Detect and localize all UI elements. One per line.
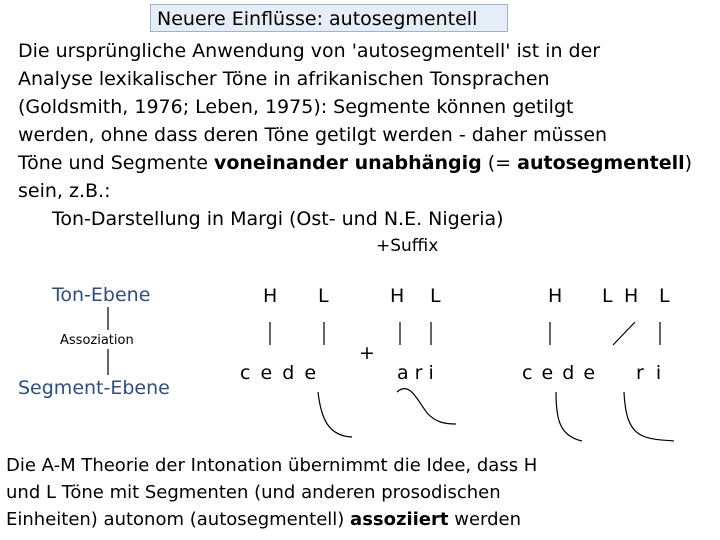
paragraph-line: Analyse lexikalischer Töne in afrikanischen Tonsprachen (18, 68, 550, 90)
bold-term: assoziiert (350, 509, 449, 530)
tone-l: L (659, 285, 670, 307)
example-caption: Ton-Darstellung in Margi (Ost- und N.E. Nigeria) (52, 208, 504, 230)
association-label: Assoziation (60, 333, 134, 348)
association-line (613, 322, 635, 345)
tone-h: H (624, 285, 639, 307)
text-run: (= (481, 152, 518, 174)
tone-l: L (602, 285, 613, 307)
underline-curve (556, 392, 582, 441)
segment-string: c e d e (522, 362, 596, 384)
segment-string: r i (636, 362, 662, 384)
plus-sign: + (359, 342, 375, 364)
paragraph-line: werden, ohne dass deren Töne getilgt werden - daher müssen (18, 124, 608, 146)
segment-string: a r i (397, 362, 434, 384)
tone-l: L (318, 285, 329, 307)
conclusion-line: und L Töne mit Segmenten (und anderen prosodischen (6, 482, 501, 503)
tone-h: H (263, 285, 278, 307)
bold-term: autosegmentell (517, 152, 685, 174)
suffix-label: +Suffix (376, 236, 439, 256)
text-run: ) (684, 152, 693, 174)
text-run: werden (448, 509, 522, 530)
underline-curve (318, 392, 352, 437)
text-run: Töne und Segmente (18, 152, 214, 174)
segment-tier-label: Segment-Ebene (18, 377, 170, 399)
underline-curve (397, 389, 456, 424)
tone-h: H (548, 285, 563, 307)
text-run: Einheiten) autonom (autosegmentell) (6, 509, 351, 530)
tone-h: H (390, 285, 405, 307)
conclusion-paragraph (6, 452, 706, 533)
slide-title: Neuere Einflüsse: autosegmentell (150, 4, 508, 32)
conclusion-line (6, 506, 706, 533)
tone-tier-label: Ton-Ebene (52, 284, 151, 306)
conclusion-line: Die A-M Theorie der Intonation übernimmt die Idee, dass H (6, 455, 538, 476)
paragraph-line: (Goldsmith, 1976; Leben, 1975): Segmente können getilgt (18, 96, 574, 118)
tone-l: L (430, 285, 441, 307)
underline-curve (624, 392, 674, 441)
paragraph-line: Die ursprüngliche Anwendung von 'autosegmentell' ist in der (18, 40, 601, 62)
bold-term: voneinander unabhängig (213, 152, 482, 174)
segment-string: c e d e (240, 362, 317, 384)
paragraph-line: sein, z.B.: (18, 180, 111, 202)
